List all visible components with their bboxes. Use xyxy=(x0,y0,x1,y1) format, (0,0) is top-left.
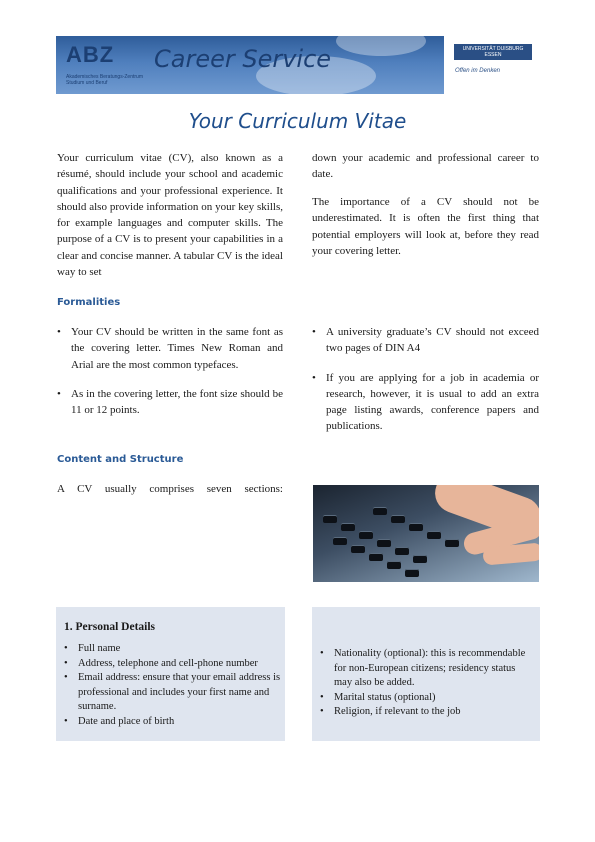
personal-details-box-right xyxy=(312,607,540,741)
formalities-heading: Formalities xyxy=(57,297,121,308)
formalities-list-left xyxy=(57,324,283,431)
list-item: • As in the covering letter, the font size should be 11 or 12 points. xyxy=(57,386,283,419)
university-logo-area xyxy=(444,36,540,94)
list-item: • Address, telephone and cell-phone number xyxy=(64,657,284,672)
list-item: • If you are applying for a job in academia or research, however, it is usual to add an extra page listing awards, conference papers and publications. xyxy=(312,370,539,435)
logo-subtitle: Akademisches Beratungs-Zentrum Studium und Beruf xyxy=(66,74,143,86)
intro-paragraph-right-1: down your academic and professional career to date. xyxy=(312,152,539,181)
cloud-decoration xyxy=(336,36,426,56)
list-item: • Full name xyxy=(64,642,284,657)
list-item: • Your CV should be written in the same font as the covering letter. Times New Roman and Arial are the most common typefaces. xyxy=(57,324,283,373)
list-item: • Marital status (optional) xyxy=(320,691,532,706)
list-item: • A university graduate’s CV should not exceed two pages of DIN A4 xyxy=(312,324,539,357)
content-intro-text: A CV usually comprises seven sections: xyxy=(57,483,283,495)
header-banner xyxy=(56,36,540,94)
intro-paragraph-right-2: The importance of a CV should not be underestimated. It is often the first thing that potential employers will look at, before they read your covering letter. xyxy=(312,196,539,257)
formalities-list-right xyxy=(312,324,539,448)
content-structure-heading: Content and Structure xyxy=(57,454,184,465)
personal-details-list-left xyxy=(64,642,284,730)
page-title: Your Curriculum Vitae xyxy=(188,109,407,133)
personal-details-list-right xyxy=(320,647,532,720)
personal-details-box-left xyxy=(56,607,285,741)
career-service-title: Career Service xyxy=(154,45,332,73)
list-item: • Nationality (optional): this is recommendable for non-European citizens; residency status may also be added. xyxy=(320,647,532,691)
university-logo: UNIVERSITÄT DUISBURG ESSEN xyxy=(454,44,532,60)
university-motto: Offen im Denken xyxy=(454,68,500,74)
keyboard-photo xyxy=(313,485,539,582)
list-item: • Email address: ensure that your email address is professional and includes your first name and surname. xyxy=(64,671,284,715)
list-item: • Date and place of birth xyxy=(64,715,284,730)
list-item: • Religion, if relevant to the job xyxy=(320,705,532,720)
intro-paragraph-left: Your curriculum vitae (CV), also known as a résumé, should include your school and academic qualifications and your professional experience. It should also provide information on your key skills, for example languages and computer skills. The purpose of a CV is to present your capabilities in a clear and concise manner. A tabular CV is the ideal way to set xyxy=(57,152,283,279)
abz-logo: ABZ xyxy=(66,42,115,67)
personal-details-title: 1. Personal Details xyxy=(64,621,156,633)
